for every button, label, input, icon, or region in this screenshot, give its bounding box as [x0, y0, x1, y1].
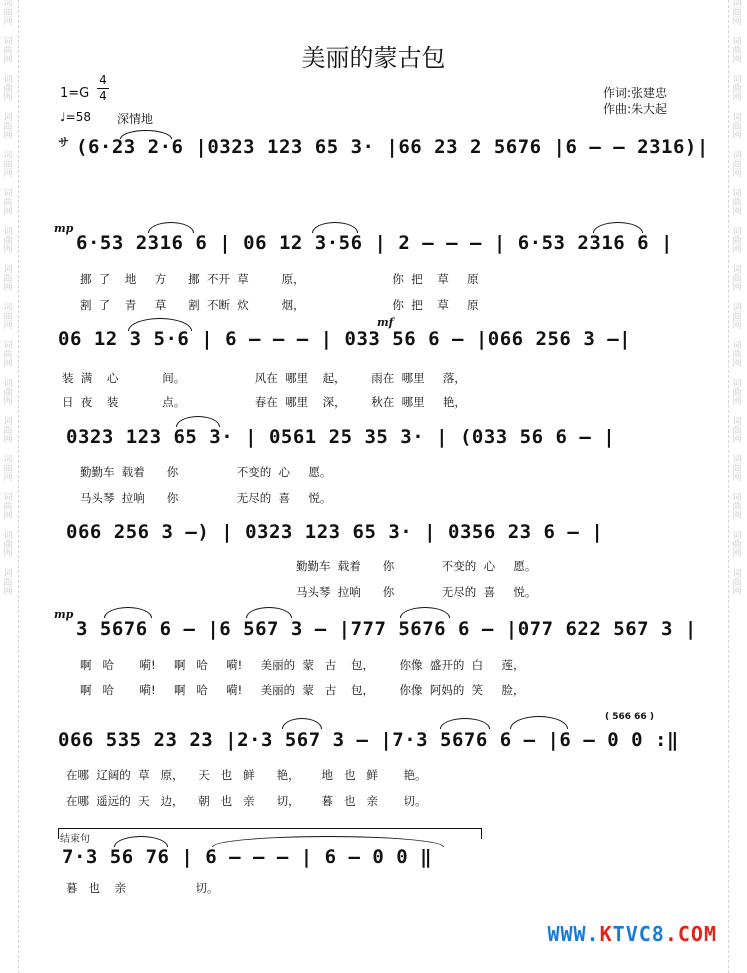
slur	[400, 607, 450, 618]
dynamic-mf: mf	[377, 316, 394, 329]
lyric-line-5-verse-2: 马头琴 拉响 你 无尽的 喜 悦。	[296, 585, 537, 599]
site-prefix: WWW.	[547, 922, 600, 946]
meter-top: 4	[99, 73, 107, 87]
watermark-glyphs: 词 曲 网	[732, 493, 742, 521]
lyric-line-7-verse-1: 在哪 辽阔的 草 原， 天 也 鲜 艳， 地 也 鲜 艳。	[66, 768, 427, 782]
lyric-line-4-verse-1: 勤勤车 载着 你 不变的 心 愿。	[80, 465, 332, 479]
lyric-line-6-verse-2: 啊 哈 嗬! 啊 哈 嗬! 美丽的 蒙 古 包， 你像 阿妈的 笑 脸，	[80, 683, 525, 697]
watermark-glyphs: 词 曲 网	[3, 0, 13, 27]
watermark-glyphs: 词 曲 网	[3, 75, 13, 103]
watermark-glyphs: 词 曲 网	[732, 341, 742, 369]
lyric-line-5-verse-1: 勤勤车 载着 你 不变的 心 愿。	[296, 559, 537, 573]
watermark-glyphs: 词 曲 网	[3, 303, 13, 331]
watermark-glyphs: 词 曲 网	[3, 37, 13, 65]
dynamic-mp: mp	[54, 222, 74, 235]
site-brand-k: K	[599, 922, 613, 946]
watermark-glyphs: 词 曲 网	[3, 151, 13, 179]
site-suffix: .COM	[664, 922, 717, 946]
lyric-line-2-verse-2: 割 了 青 草 割 不断 炊 烟， 你 把 草 原	[80, 298, 479, 312]
lyric-line-7-verse-2: 在哪 遥远的 天 边， 朝 也 亲 切， 暮 也 亲 切。	[66, 794, 427, 808]
alt-ending-notes: ( 566 66 )	[605, 712, 654, 722]
slur	[312, 222, 358, 233]
slur	[148, 222, 194, 233]
lyricist-credit: 作词:张建忠	[603, 86, 668, 100]
free-tempo-sign: サ	[58, 136, 69, 149]
slur	[593, 222, 643, 233]
watermark-glyphs: 词 曲 网	[3, 455, 13, 483]
meter-bottom: 4	[99, 89, 107, 103]
watermark-glyphs: 词 曲 网	[732, 455, 742, 483]
song-title: 美丽的蒙古包	[301, 44, 446, 72]
tempo-marking: ♩=58	[60, 110, 91, 124]
watermark-glyphs: 词 曲 网	[732, 227, 742, 255]
ending-label: 结束句	[60, 834, 90, 845]
watermark-glyphs: 词 曲 网	[732, 189, 742, 217]
watermark-glyphs: 词 曲 网	[3, 113, 13, 141]
watermark-glyphs: 词 曲 网	[3, 417, 13, 445]
lyric-line-3-verse-2: 日 夜 装 点。 春在 哪里 深， 秋在 哪里 艳，	[62, 395, 466, 409]
watermark-glyphs: 词 曲 网	[3, 569, 13, 597]
watermark-glyphs: 词 曲 网	[732, 569, 742, 597]
watermark-glyphs: 词 曲 网	[732, 531, 742, 559]
composer-credit: 作曲:朱大起	[603, 102, 668, 116]
watermark-glyphs: 词 曲 网	[732, 151, 742, 179]
watermark-glyphs: 词 曲 网	[3, 189, 13, 217]
lyric-line-3-verse-1: 装 满 心 间。 风在 哪里 起， 雨在 哪里 落，	[62, 371, 466, 385]
watermark-glyphs: 词 曲 网	[3, 493, 13, 521]
watermark-glyphs: 词 曲 网	[732, 0, 742, 27]
watermark-glyphs: 词 曲 网	[732, 265, 742, 293]
slur	[120, 130, 172, 139]
score-line-2: 6·53 2316 6 | 06 12 3·56 | 2 – – – | 6·53 2316 6 |	[76, 232, 673, 254]
watermark-glyphs: 词 曲 网	[3, 379, 13, 407]
expression-marking: 深情地	[117, 112, 154, 126]
dynamic-mp-2: mp	[54, 608, 74, 621]
tie	[510, 716, 568, 729]
site-logo	[547, 922, 717, 946]
slur	[176, 416, 220, 427]
watermark-glyphs: 词 曲 网	[732, 379, 742, 407]
lyric-line-4-verse-2: 马头琴 拉响 你 无尽的 喜 悦。	[80, 491, 332, 505]
watermark-glyphs: 词 曲 网	[732, 303, 742, 331]
score-line-1: (6·23 2·6 |0323 123 65 3· |66 23 2 5676 |6 – – 2316)|	[76, 136, 709, 158]
time-signature	[97, 74, 109, 103]
score-line-3: 06 12 3 5·6 | 6 – – – | 033 56 6 – |066 256 3 –|	[58, 328, 632, 350]
watermark-glyphs: 词 曲 网	[732, 75, 742, 103]
score-line-5: 066 256 3 –) | 0323 123 65 3· | 0356 23 6 – |	[66, 521, 604, 543]
watermark-right	[731, 0, 745, 973]
score-line-4: 0323 123 65 3· | 0561 25 35 3· | (033 56 6 – |	[66, 426, 616, 448]
score-line-6: 3 5676 6 – |6 567 3 – |777 5676 6 – |077 622 567 3 |	[76, 618, 697, 640]
slur	[440, 718, 490, 729]
margin-rule-right	[728, 0, 729, 973]
watermark-glyphs: 词 曲 网	[3, 531, 13, 559]
slur	[246, 607, 292, 618]
site-brand-rest: TVC8	[612, 922, 665, 946]
margin-rule-left	[18, 0, 19, 973]
lyric-line-2-verse-1: 挪 了 地 方 挪 不开 草 原， 你 把 草 原	[80, 272, 479, 286]
watermark-glyphs: 词 曲 网	[3, 227, 13, 255]
slur	[282, 718, 322, 729]
watermark-left	[2, 0, 16, 973]
score-line-7: 066 535 23 23 |2·3 567 3 – |7·3 5676 6 – |6 – 0 0 :‖	[58, 729, 679, 751]
watermark-glyphs: 词 曲 网	[3, 265, 13, 293]
watermark-glyphs: 词 曲 网	[732, 37, 742, 65]
watermark-glyphs: 词 曲 网	[732, 113, 742, 141]
slur	[104, 607, 152, 618]
lyric-line-6-verse-1: 啊 哈 嗬! 啊 哈 嗬! 美丽的 蒙 古 包， 你像 盛开的 白 莲，	[80, 658, 525, 672]
key-signature: 1=G	[60, 86, 90, 101]
score-line-8: 7·3 56 76 | 6 – – – | 6 – 0 0 ‖	[62, 846, 433, 868]
slur	[128, 318, 192, 331]
lyric-line-8: 暮 也 亲 切。	[66, 881, 219, 895]
watermark-glyphs: 词 曲 网	[732, 417, 742, 445]
watermark-glyphs: 词 曲 网	[3, 341, 13, 369]
